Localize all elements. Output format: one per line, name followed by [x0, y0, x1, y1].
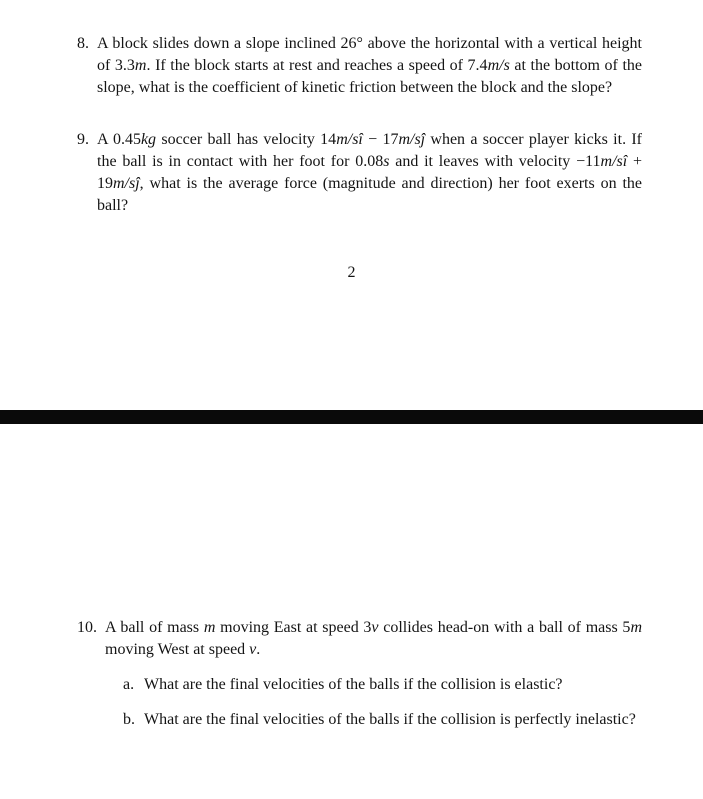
problem-9-text: A 0.45kg soccer ball has velocity 14m/sî − 17m/sĵ when a soccer player kicks it. If the ball is in contact with her foot for 0.08s and it leaves with velocity −11m/sî + 19m/sĵ, what is the average force (magnitude and direction) her foot exerts on the ball?: [97, 131, 643, 214]
subitem-a-text: What are the final velocities of the balls if the collision is elastic?: [144, 676, 563, 693]
problem-8-text: A block slides down a slope inclined 26° above the horizontal with a vertical height of 3.3m. If the block starts at rest and reaches a speed of 7.4m/s at the bottom of the slope, what is the coefficient of kinetic friction between the block and the slope?: [97, 35, 643, 96]
page-number: 2: [347, 264, 356, 281]
problem-10-subitem-b: [123, 709, 642, 731]
subitem-b-label: b.: [123, 711, 135, 728]
problem-10-subitem-a: [123, 674, 642, 696]
problem-list-page-2: [66, 33, 642, 247]
subitem-b-text: What are the final velocities of the balls if the collision is perfectly inelastic?: [144, 711, 636, 728]
page-break-divider: [0, 410, 703, 424]
subitem-a-label: a.: [123, 676, 135, 693]
problem-list-page-3: [66, 617, 642, 761]
problem-8: [66, 33, 642, 99]
problem-10-text: A ball of mass m moving East at speed 3v collides head-on with a ball of mass 5m moving West at speed v.: [105, 619, 642, 658]
problem-9: [66, 129, 642, 217]
problem-8-number: 8.: [77, 35, 89, 52]
problem-10-number: 10.: [77, 619, 97, 636]
problem-9-number: 9.: [77, 131, 89, 148]
problem-10: [66, 617, 642, 731]
